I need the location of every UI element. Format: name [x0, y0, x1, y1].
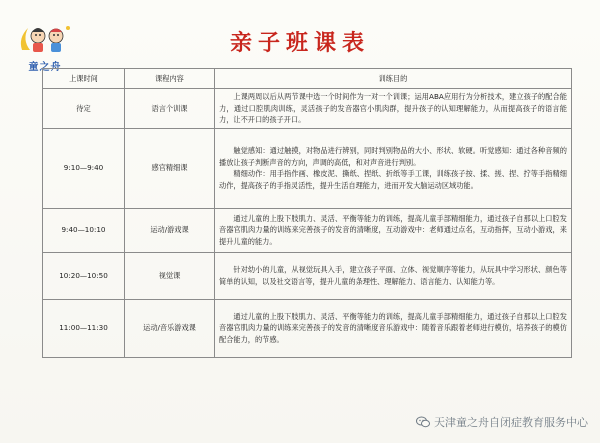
row-course: 运动/游戏课 — [125, 208, 215, 252]
row-time: 10:20—10:50 — [43, 252, 125, 299]
table-row — [43, 208, 572, 252]
row-time: 待定 — [43, 89, 125, 129]
row-course: 运动/音乐游戏课 — [125, 299, 215, 357]
purpose-text: 针对幼小的儿童，从视觉玩具入手，建立孩子平面、立体、视觉顺序等能力，从玩具中学习形状、颜色等简单的认知，以及社交语言等，提升儿童的条理性、理解能力、语言能力、认知能力等。 — [219, 265, 567, 286]
row-purpose — [215, 208, 572, 252]
purpose-text: 通过儿童的上股下肢肌力、灵活、平衡等能力的训练，提高儿童手部精细能力，通过孩子自那以上口腔发音器官肌肉力量的训练来完善孩子的发音的清晰度音乐游戏中：随着音乐跟着老师进行模仿，培养孩子的模仿配合能力，的节感。 — [219, 311, 567, 344]
watermark — [416, 414, 588, 430]
purpose-text: 触觉感知：通过触摸，对物品进行辨别，同时判别物品的大小、形状、软硬。听觉感知：通过各种音频的播放让孩子判断声音的方向，声调的高低，和对声音进行判别。 — [219, 146, 567, 167]
wechat-icon — [416, 416, 430, 428]
table-row — [43, 252, 572, 299]
row-course: 视觉课 — [125, 252, 215, 299]
row-course: 感官精细课 — [125, 128, 215, 208]
header-purpose: 训练目的 — [215, 69, 572, 89]
page-title: 亲子班课表 — [229, 30, 370, 56]
purpose-text: 上课两周以后从两节课中选一个时间作为一对一个训课；运用ABA应用行为分析技术，建立孩子的配合能力，通过口腔肌肉训练，灵活孩子的发音器官小肌肉群，提升孩子的认知理解能力，从而提高孩子的语言能力，让不开口的孩子开口。 — [219, 92, 567, 124]
table-row — [43, 89, 572, 129]
row-time: 9:40—10:10 — [43, 208, 125, 252]
watermark-text: 天津童之舟自闭症教育服务中心 — [434, 416, 588, 429]
row-time: 9:10—9:40 — [43, 128, 125, 208]
table-row — [43, 128, 572, 208]
table-row — [43, 299, 572, 357]
row-purpose — [215, 89, 572, 129]
purpose-text: 通过儿童的上股下肢肌力、灵活、平衡等能力的训练，提高儿童手部精细能力，通过孩子自那以上口腔发音器官肌肉力量的训练来完善孩子的发音的清晰度，互动游戏中：老师通过点名，互动指挥，互动小游戏，来提升儿童的能力。 — [219, 213, 567, 246]
row-purpose — [215, 299, 572, 357]
purpose-text: 精细动作：用手指作画、橡皮泥、撕纸、捏纸、折纸等手工课，训练孩子按、揉、搓、捏、拧等手指精细动作，提高孩子的手指灵活性，提升生活自理能力，进而开发大脑运动区域功能。 — [219, 169, 567, 190]
header-time: 上课时间 — [43, 69, 125, 89]
logo-text: 童之舟 — [28, 62, 62, 73]
header-course: 课程内容 — [125, 69, 215, 89]
schedule-table — [42, 68, 572, 358]
row-purpose — [215, 252, 572, 299]
row-course: 语言个训课 — [125, 89, 215, 129]
table-header-row — [43, 69, 572, 89]
row-time: 11:00—11:30 — [43, 299, 125, 357]
row-purpose — [215, 128, 572, 208]
